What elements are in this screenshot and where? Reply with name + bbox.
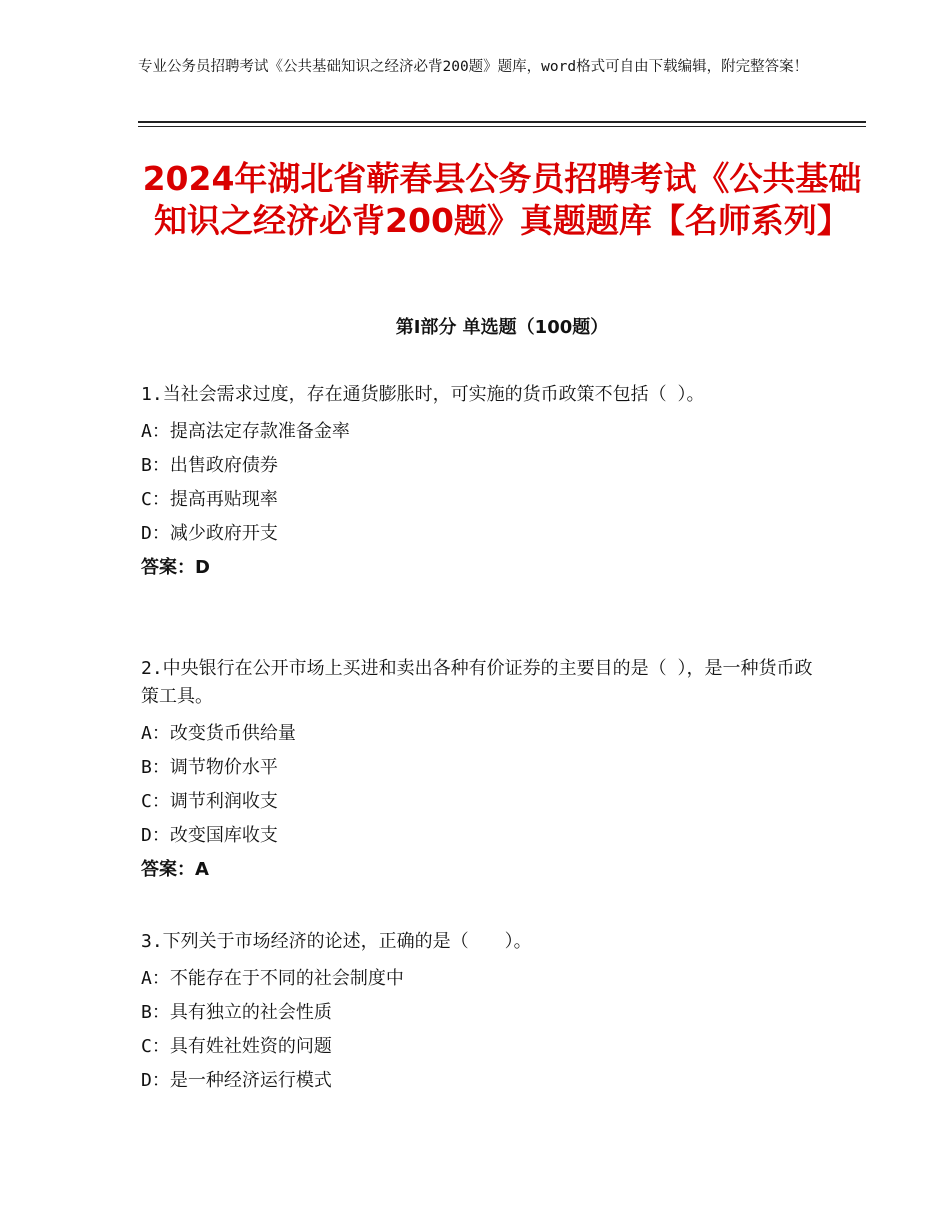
option-d: D：改变国库收支: [141, 825, 278, 846]
option-a: A：改变货币供给量: [141, 723, 296, 744]
question-stem: 3.下列关于市场经济的论述，正确的是（ ）。: [141, 931, 532, 952]
option-b: B：具有独立的社会性质: [141, 1002, 332, 1023]
document-title: 2024年湖北省蕲春县公务员招聘考试《公共基础知识之经济必背200题》真题题库【名师系列】: [142, 159, 862, 240]
question-3: [141, 928, 821, 1098]
option-a: A：提高法定存款准备金率: [141, 421, 350, 442]
header-note: 专业公务员招聘考试《公共基础知识之经济必背200题》题库，word格式可自由下载编辑，附完整答案！: [138, 59, 809, 75]
question-2: [141, 655, 821, 887]
option-b: B：出售政府债券: [141, 455, 278, 476]
question-1: [141, 381, 821, 585]
option-c: C：提高再贴现率: [141, 489, 278, 510]
question-stem: 1.当社会需求过度，存在通货膨胀时，可实施的货币政策不包括（ ）。: [141, 384, 705, 405]
option-d: D：减少政府开支: [141, 523, 278, 544]
question-stem: 2.中央银行在公开市场上买进和卖出各种有价证券的主要目的是（ ），是一种货币政策工具。: [141, 658, 813, 707]
header-divider-thin: [138, 126, 866, 127]
answer: 答案：A: [141, 859, 209, 880]
section-title: 第Ⅰ部分 单选题（100题）: [395, 317, 609, 338]
option-b: B：调节物价水平: [141, 757, 278, 778]
option-c: C：具有姓社姓资的问题: [141, 1036, 332, 1057]
answer: 答案：D: [141, 557, 210, 578]
option-a: A：不能存在于不同的社会制度中: [141, 968, 404, 989]
header-divider-thick: [138, 121, 866, 123]
option-d: D：是一种经济运行模式: [141, 1070, 332, 1091]
option-c: C：调节利润收支: [141, 791, 278, 812]
